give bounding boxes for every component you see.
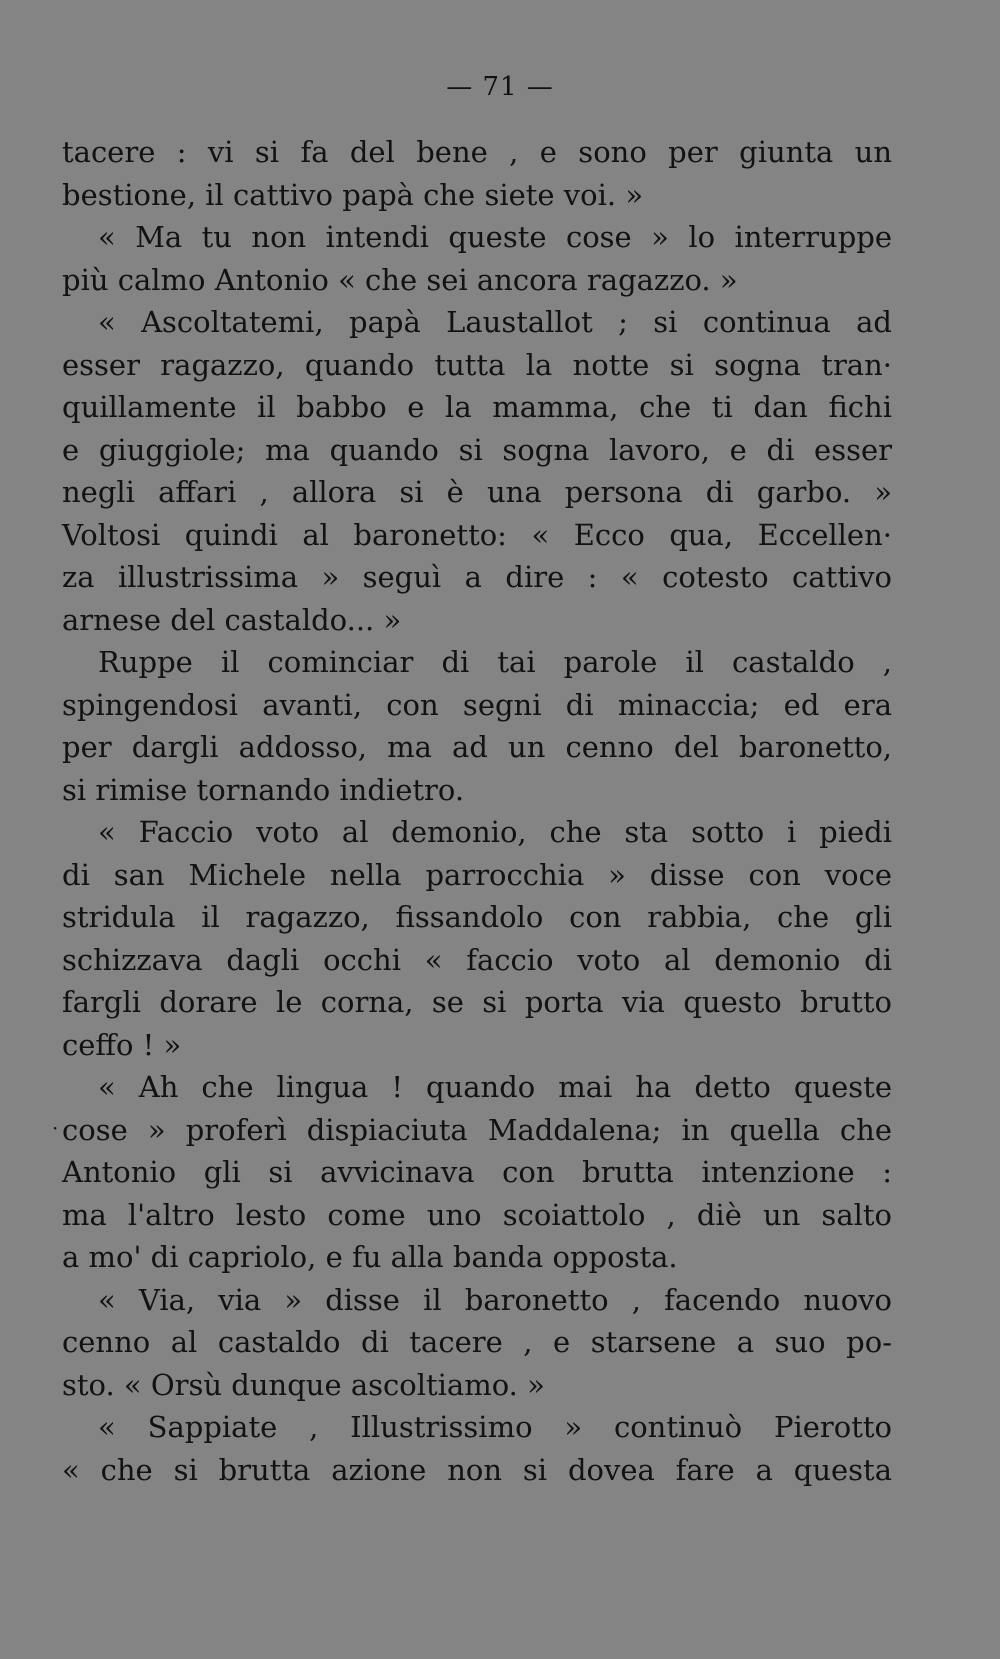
- text-line: di san Michele nella parrocchia » disse con voce: [62, 857, 892, 892]
- text-line: più calmo Antonio « che sei ancora ragazzo. »: [62, 262, 738, 297]
- text-line: Ruppe il cominciar di tai parole il castaldo ,: [98, 645, 892, 679]
- text-line: « Ascoltatemi, papà Laustallot ; si continua ad: [98, 305, 892, 339]
- text-line: « Sappiate , Illustrissimo » continuò Pierotto: [98, 1410, 892, 1444]
- text-line: negli affari , allora si è una persona di garbo. »: [62, 475, 892, 509]
- text-line: e giuggiole; ma quando si sogna lavoro, e di esser: [62, 432, 892, 467]
- text-line: ceffo ! »: [62, 1027, 182, 1062]
- text-line: schizzava dagli occhi « faccio voto al demonio di: [62, 942, 892, 977]
- text-line: a mo' di capriolo, e fu alla banda opposta.: [62, 1240, 678, 1274]
- text-line: bestione, il cattivo papà che siete voi. »: [62, 177, 644, 212]
- page-number: — 71 —: [446, 72, 554, 102]
- text-line: esser ragazzo, quando tutta la notte si sogna tran·: [62, 347, 892, 382]
- text-line: ma l'altro lesto come uno scoiattolo , diè un salto: [62, 1197, 892, 1232]
- text-line: per dargli addosso, ma ad un cenno del baronetto,: [62, 730, 892, 764]
- text-line: si rimise tornando indietro.: [62, 772, 465, 807]
- stray-mark: ·: [52, 1116, 59, 1140]
- body-text: [62, 131, 892, 1491]
- text-line: Antonio gli si avvicinava con brutta intenzione :: [62, 1155, 892, 1189]
- text-line: « Ma tu non intendi queste cose » lo interruppe: [98, 220, 892, 254]
- text-line: « Ah che lingua ! quando mai ha detto queste: [98, 1070, 892, 1104]
- text-line: stridula il ragazzo, fissandolo con rabbia, che gli: [62, 900, 892, 934]
- text-line: spingendosi avanti, con segni di minaccia; ed era: [62, 687, 892, 722]
- text-line: arnese del castaldo... »: [62, 602, 402, 637]
- text-line: Voltosi quindi al baronetto: « Ecco qua, Eccellen·: [62, 517, 892, 552]
- text-line: « che si brutta azione non si dovea fare a questa: [62, 1452, 892, 1487]
- text-line: quillamente il babbo e la mamma, che ti dan fichi: [62, 390, 892, 424]
- text-line: cenno al castaldo di tacere , e starsene a suo po-: [62, 1325, 892, 1359]
- text-line: cose » proferì dispiaciuta Maddalena; in quella che: [62, 1112, 892, 1147]
- text-line: « Via, via » disse il baronetto , facendo nuovo: [98, 1282, 892, 1317]
- text-line: « Faccio voto al demonio, che sta sotto i piedi: [98, 815, 892, 849]
- text-line: za illustrissima » seguì a dire : « cotesto cattivo: [62, 560, 892, 594]
- text-line: fargli dorare le corna, se si porta via questo brutto: [62, 985, 892, 1019]
- text-line: sto. « Orsù dunque ascoltiamo. »: [62, 1367, 545, 1402]
- text-line: tacere : vi si fa del bene , e sono per giunta un: [62, 135, 892, 169]
